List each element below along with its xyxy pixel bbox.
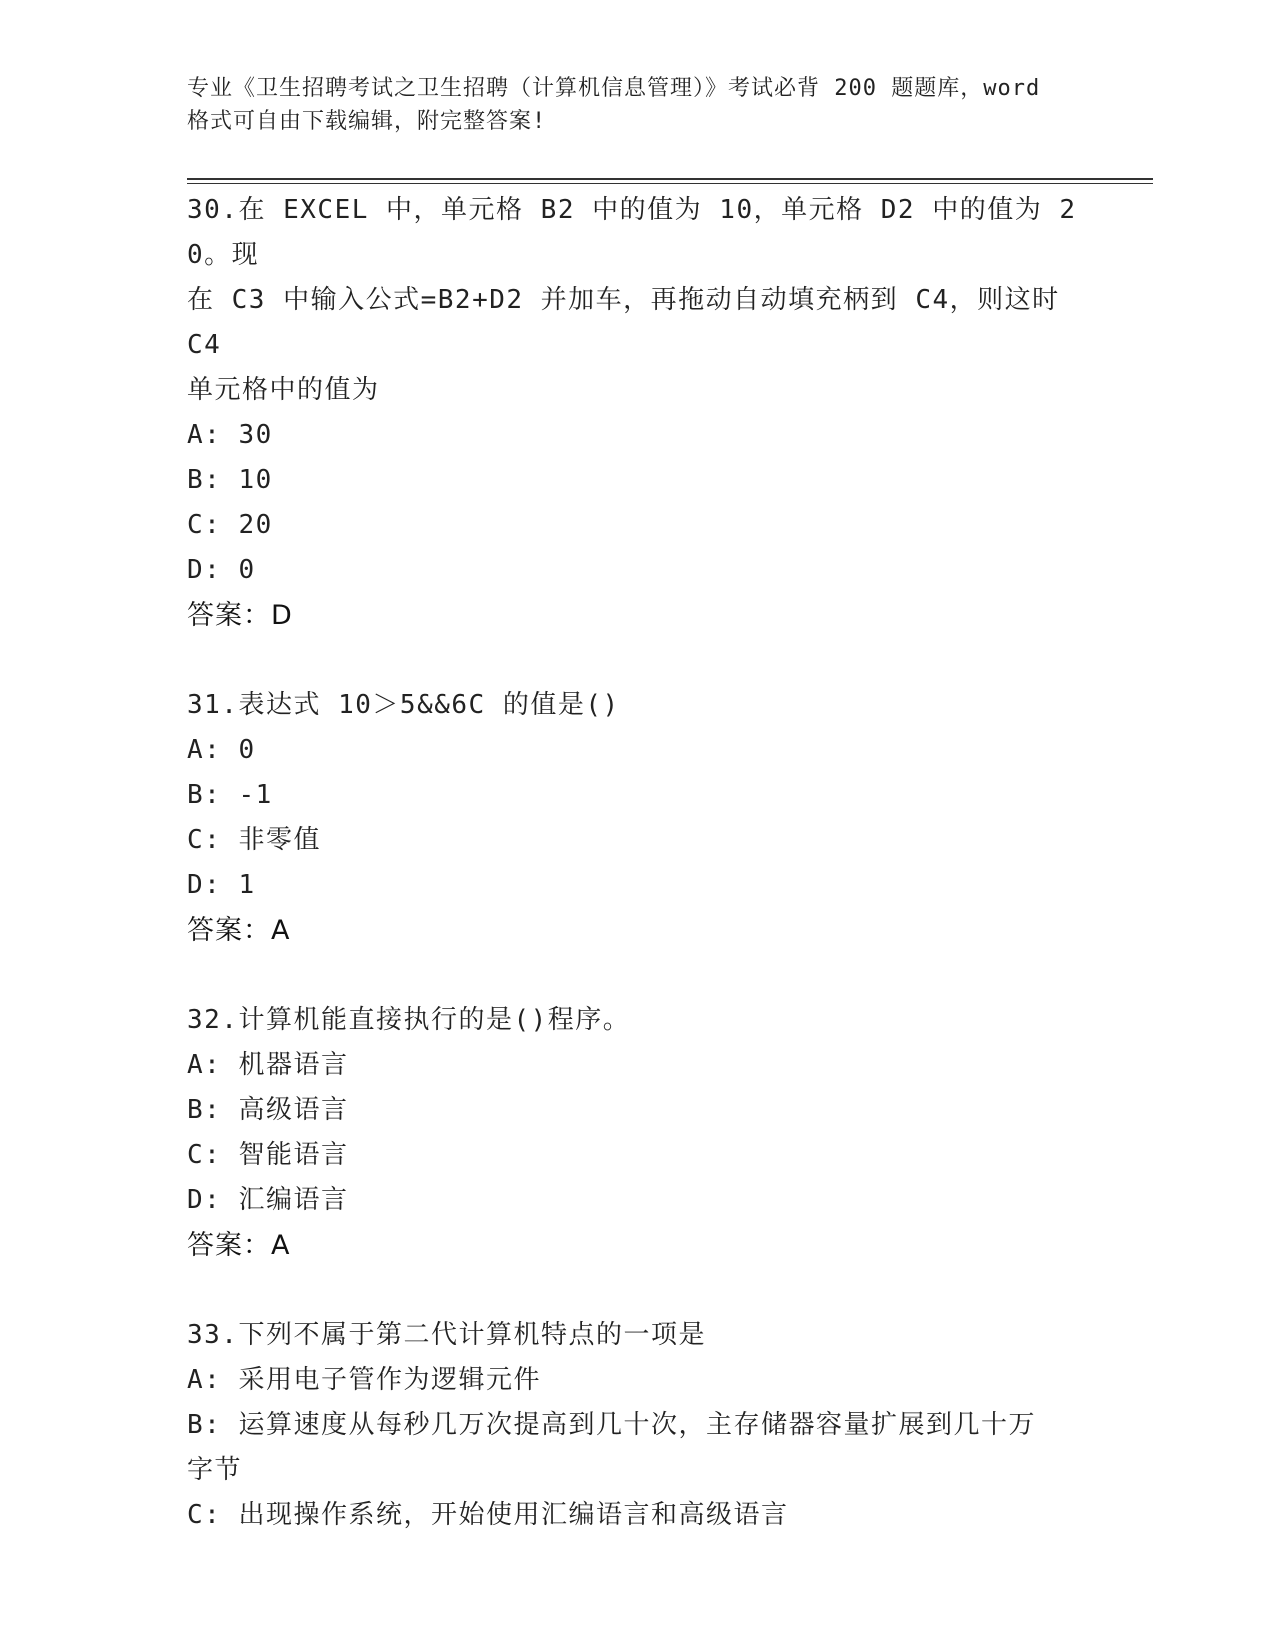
option-a: A: 机器语言 [187, 1050, 349, 1080]
question-30 [187, 188, 1087, 638]
question-33 [187, 1313, 1087, 1538]
question-text-line: 30.在 EXCEL 中，单元格 B2 中的值为 10，单元格 D2 中的值为 20。现 [187, 195, 1077, 270]
option-d: D: 1 [187, 870, 256, 900]
question-list [187, 188, 1087, 1583]
option-b: B: -1 [187, 780, 273, 810]
question-text-line: 33.下列不属于第二代计算机特点的一项是 [187, 1320, 706, 1350]
option-b-continuation: 字节 [187, 1455, 243, 1485]
option-c: C: 智能语言 [187, 1140, 349, 1170]
option-a: A: 30 [187, 420, 273, 450]
question-32 [187, 998, 1087, 1268]
answer: 答案：A [187, 915, 291, 946]
header-divider-thick [187, 178, 1153, 180]
option-c: C: 20 [187, 510, 273, 540]
option-d: D: 0 [187, 555, 256, 585]
answer: 答案：A [187, 1230, 291, 1261]
question-text-line: 31.表达式 10＞5&&6C 的值是() [187, 690, 620, 720]
question-text-line: 在 C3 中输入公式=B2+D2 并加车，再拖动自动填充柄到 C4，则这时 C4 [187, 285, 1060, 360]
header-divider-thin [187, 183, 1153, 184]
header-line-2: 格式可自由下载编辑，附完整答案! [187, 109, 547, 134]
option-d: D: 汇编语言 [187, 1185, 349, 1215]
option-c: C: 出现操作系统，开始使用汇编语言和高级语言 [187, 1500, 789, 1530]
question-text-line: 单元格中的值为 [187, 375, 380, 405]
header-line-1: 专业《卫生招聘考试之卫生招聘（计算机信息管理）》考试必背 200 题题库，word [187, 76, 1041, 101]
option-b: B: 10 [187, 465, 273, 495]
answer: 答案：D [187, 600, 293, 631]
option-a: A: 0 [187, 735, 256, 765]
document-header [187, 72, 1087, 138]
option-b: B: 高级语言 [187, 1095, 349, 1125]
option-c: C: 非零值 [187, 825, 321, 855]
question-31 [187, 683, 1087, 953]
option-b: B: 运算速度从每秒几万次提高到几十次，主存储器容量扩展到几十万 [187, 1410, 1036, 1440]
question-text-line: 32.计算机能直接执行的是()程序。 [187, 1005, 631, 1035]
option-a: A: 采用电子管作为逻辑元件 [187, 1365, 541, 1395]
